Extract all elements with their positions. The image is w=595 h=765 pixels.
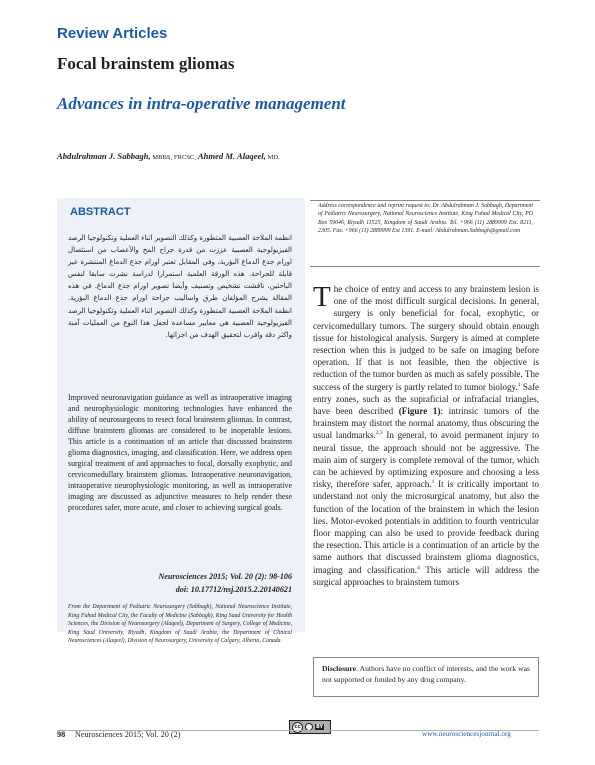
disclosure-box [313, 657, 539, 697]
disclosure-text: . Authors have no conflict of interests, and the work was not supported or funded by any drug company. [322, 664, 530, 684]
body-text-2: Safe entry zones, such as the supraficial or infrafacial triangles, have been described [313, 381, 539, 417]
affiliation: From the Department of Pediatric Neurosurgery (Sabbagh), National Neuroscience Institute, King Fahad Medical City, the Faculty of Medicine (Sabbagh), King Saud University for Health Sciences, the Division of Neurosurgery (Alaqeel), Department of Surgery, College of Medicine, King Saud University, Riyadh, Kingdom of Saudi Arabia, the Department of Clinical Neurosciences (Alaqeel), Division of Neurosurgery, University of Calgary, Alberta, Canada. [68, 604, 292, 644]
abstract-heading: ABSTRACT [70, 206, 131, 218]
address-rule-bottom [310, 266, 540, 267]
page-number: 98 [57, 730, 66, 739]
body-text-4: In general, to avoid permanent injury to neural tissue, the approach should not be aggressive. The main aim of surgery is complete removal of the tumor, which can be achieved by optimizing exposure and choosing a less risky, therefore safer, approach. [313, 430, 539, 490]
article-subtitle: Advances in intra-operative management [57, 94, 346, 113]
disclosure-label: Disclosure [322, 664, 357, 673]
address-rule-top [310, 200, 540, 201]
author-1-name: Abdulrahman J. Sabbagh, [57, 151, 151, 161]
ref-sup: 2,3 [375, 430, 383, 437]
body-text-6: This article will address the surgical approaches to brainstem tumors [313, 564, 539, 587]
author-2-name: Ahmed M. Alaqeel, [196, 151, 266, 161]
journal-url-link[interactable]: www.neurosciencesjournal.org [422, 730, 511, 738]
body-text-5: It is critically important to understand not only the microsurgical anatomy, but also the function of the location of the brainstem in which the lesion lies. Motor-evoked potentials in addition to fourth ventricular floor mapping can also be used to provide feedback during the resection. This article is a continuation of an article by the same authors that discussed brainstem glioma diagnostics, imaging and classification. [313, 479, 539, 575]
article-title: Focal brainstem gliomas [57, 54, 235, 73]
ref-sup: 1 [517, 381, 521, 388]
ref-sup: 4 [417, 564, 420, 571]
abstract-english: Improved neuronavigation guidance as well as intraoperative imaging and neurophysiologic monitoring technologies have enhanced the ability of neurosurgeons to resect focal brainstem gliomas. In contrast, diffuse brainstem gliomas are considered to be inoperable lesions. This article is a continuation of an article that discussed brainstem glioma diagnostics, imaging, and classification. Here, we address open surgical treatment of and approaches to focal, dorsally exophytic, and cervicomedullary brainstem gliomas. Intraoperative neuronavigation, intraoperative neurophysiologic monitoring, as well as intraoperative imaging are discussed as adjunctive measures to help render these procedures safer, more acute, and closer to achieving surgical goals. [68, 393, 292, 512]
figure-ref: (Figure 1) [398, 406, 441, 417]
creative-commons-badge [289, 720, 331, 734]
drop-cap: T [313, 281, 331, 313]
citation-doi: doi: 10.17712/nsj.2015.2.20140621 [175, 584, 292, 594]
citation-journal: Neurosciences 2015; Vol. 20 (2): 98-106 [158, 572, 292, 581]
author-1-degrees: MBBS, FRCSC, [150, 154, 197, 161]
body-paragraph [313, 283, 539, 588]
cc-by-label: BY [316, 724, 324, 730]
cc-icon: cc [292, 722, 303, 733]
body-text-3: : intrinsic tumors of the brainstem may distort the normal anatomy, thus obscuring the usual landmarks. [313, 406, 539, 441]
footer-journal: Neurosciences 2015; Vol. 20 (2) [75, 730, 181, 739]
citation [68, 571, 292, 596]
correspondence-address: Address correspondence and reprint request to: Dr. Abdulrahman J. Sabbagh, Department of Pediatric Neurosurgery, National Neuroscience Institute, King Fahad Medical City, PO Box 59046, Riyadh 11525, Kingdom of Saudi Arabia. Tel. +966 (11) 2889999 Ext. 8211, 2305. Fax. +966 (11) 2889999 Ext 1391. E-mail: Abdulrahman.Sabbagh@gmail.com [318, 203, 533, 235]
abstract-arabic: انظمة الملاحة العصبية المتطورة وكذلك التصوير اثناء العملية وتكنولوجيا الرصد الفيزيولوجية العصبية عززت من قدرة جراح المخ والأعصاب من استئصال اورام جذع الدماغ البؤرية، وفي المقابل تعتبر اورام جذع الدماغ المنتشرة غير قابلة للجراحة. هذه الورقة العلمية استمرارا لدراسة نشرت سابقا لنفس الباحثين، ناقشت تشخيص وتصنيف وأيضا تصوير اورام جذع الدماغ. في هذه المقالة يشرح المؤلفان طرق واساليب جراحة اورام جذع الدماغ البؤرية. انظمة الملاحة العصبية المتطورة وكذلك التصوير اثناء العملية وتكنولوجيا الرصد الفيزيولوجية العصبية هي معايير مساعدة لجعل هذا النوع من العمليات آمنة واكثر دقة واقرب لتحقيق الهدف من اجرائها. [67, 234, 292, 339]
body-text-1: he choice of entry and access to any brainstem lesion is one of the most difficult surgical decisions. In general, surgery is only beneficial for focal, exophytic, or cervicomedullary tumors. The surgery should obtain enough tissue for histological analysis. Surgery is aimed at complete resection when this is judged to be safe on imaging before operation. If that is not feasible, then the objective is reduction of the tumor burden as much as safely possible. The success of the surgery is partly related to tumor biology. [313, 284, 539, 392]
author-2-degrees: MD. [265, 154, 280, 161]
ref-sup: 1 [431, 479, 435, 486]
author-line [57, 151, 280, 161]
section-label: Review Articles [57, 25, 168, 42]
